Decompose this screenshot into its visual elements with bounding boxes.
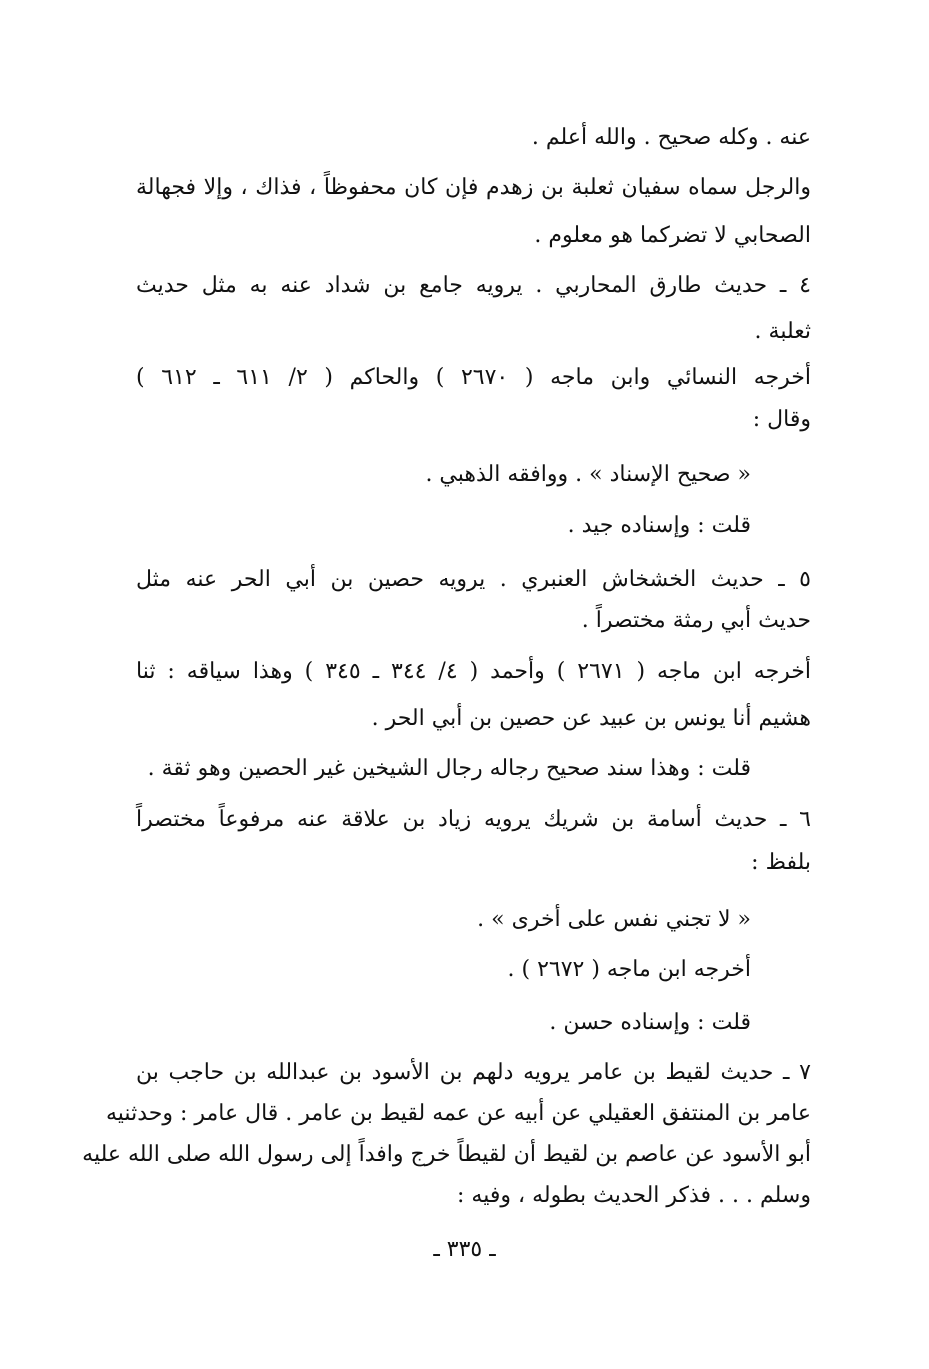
text-line: أخرجه النسائي وابن ماجه ( ٢٦٧٠ ) والحاكم ( ٢/ ٦١١ ـ ٦١٢ ) xyxy=(136,365,812,390)
text-line: ثعلبة . xyxy=(754,319,811,344)
text-line: الصحابي لا تضركما هو معلوم . xyxy=(534,223,811,248)
text-line: ٤ ـ حديث طارق المحاربي . يرويه جامع بن شداد عنه به مثل حديث xyxy=(136,273,811,298)
text-line: بلفظ : xyxy=(751,850,811,875)
text-line: قلت : وإسناده حسن . xyxy=(549,1010,751,1035)
text-line: أخرجه ابن ماجه ( ٢٦٧١ ) وأحمد ( ٤/ ٣٤٤ ـ ٣٤٥ ) وهذا سياقه : ثنا xyxy=(136,659,812,684)
text-line: هشيم أنا يونس بن عبيد عن حصين بن أبي الحر . xyxy=(371,706,811,731)
text-line: ٥ ـ حديث الخشخاش العنبري . يرويه حصين بن أبي الحر عنه مثل xyxy=(136,567,811,592)
text-line: والرجل سماه سفيان ثعلبة بن زهدم فإن كان محفوظاً ، فذاك ، وإلا فجهالة xyxy=(136,175,811,200)
text-line: « صحيح الإسناد » . ووافقه الذهبي . xyxy=(425,462,751,487)
text-line: حديث أبي رمثة مختصراً . xyxy=(581,608,811,633)
text-line: عنه . وكله صحيح . والله أعلم . xyxy=(531,125,811,150)
text-line: وسلم . . . فذكر الحديث بطوله ، وفيه : xyxy=(457,1183,811,1208)
text-line: « لا تجني نفس على أخرى » . xyxy=(477,907,751,932)
text-line: ٧ ـ حديث لقيط بن عامر يرويه دلهم بن الأسود بن عبدالله بن حاجب بن xyxy=(136,1060,811,1085)
text-line: عامر بن المنتفق العقيلي عن أبيه عن عمه لقيط بن عامر . قال عامر : وحدثنيه xyxy=(106,1101,811,1126)
text-line: قلت : وإسناده جيد . xyxy=(567,513,751,538)
text-line: وقال : xyxy=(752,407,811,432)
text-line: ٦ ـ حديث أسامة بن شريك يرويه زياد بن علاقة عنه مرفوعاً مختصراً xyxy=(136,807,811,832)
text-line: أبو الأسود عن عاصم بن لقيط أن لقيطاً خرج وافداً إلى رسول الله صلى الله عليه xyxy=(82,1142,811,1167)
text-line: قلت : وهذا سند صحيح رجاله رجال الشيخين غير الحصين وهو ثقة . xyxy=(147,756,751,781)
page-number: ـ ٣٣٥ ـ xyxy=(433,1237,496,1262)
text-line: أخرجه ابن ماجه ( ٢٦٧٢ ) . xyxy=(507,957,751,982)
